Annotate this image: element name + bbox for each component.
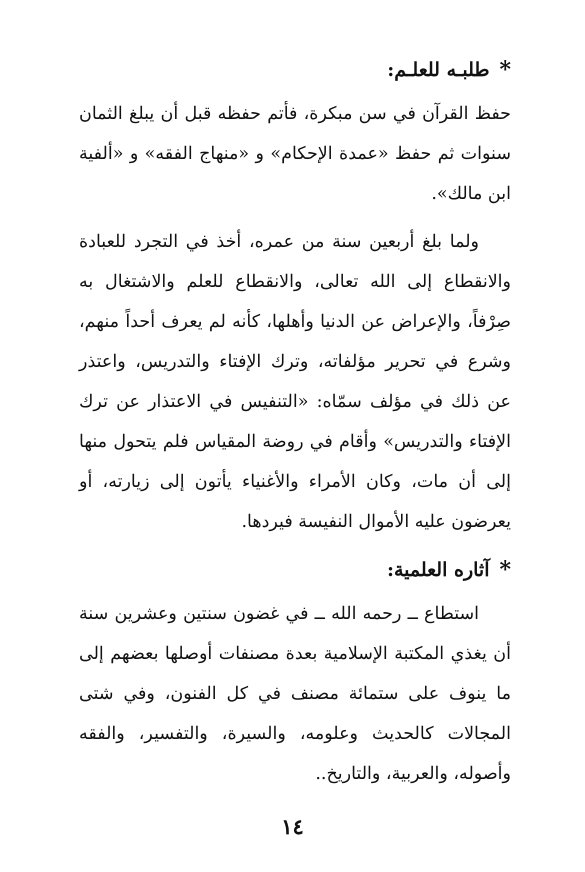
section-heading-works	[79, 550, 511, 590]
paragraph-works: استطاع ــ رحمه الله ــ في غضون سنتين وعشرين سنة أن يغذي المكتبة الإسلامية بعدة مصنفات أوصلها بعضهم إلى ما ينوف على ستمائة مصنف في كل الفنون، وفي شتى المجالات كالحديث وعلومه، والسيرة، والتفسير، والفقه وأصوله، والعربية، والتاريخ..	[79, 604, 511, 784]
page-content	[79, 50, 511, 794]
asterisk-bullet-icon: *	[499, 57, 511, 83]
paragraph-devotion: ولما بلغ أربعين سنة من عمره، أخذ في التجرد للعبادة والانقطاع إلى الله تعالى، والانقطاع للعلم والاشتغال به صِرْفاً، والإعراض عن الدنيا وأهلها، كأنه لم يعرف أحداً منهم، وشرع في تحرير مؤلفاته، وترك الإفتاء والتدريس، واعتذر عن ذلك في مؤلف سمّاه: «التنفيس في الاعتذار عن ترك الإفتاء والتدريس» وأقام في روضة المقياس فلم يتحول منها إلى أن مات، وكان الأمراء والأغنياء يأتون إلى زيارته، أو يعرضون عليه الأموال النفيسة فيردها.	[79, 232, 511, 532]
page-number: ١٤	[281, 814, 304, 839]
paragraph-memorization: حفظ القرآن في سن مبكرة، فأتم حفظه قبل أن يبلغ الثمان سنوات ثم حفظ «عمدة الإحكام» و «منهاج الفقه» و «ألفية ابن مالك».	[79, 104, 511, 204]
asterisk-bullet-icon: *	[499, 557, 511, 583]
section-heading-study	[79, 50, 511, 90]
section-heading-text: آثاره العلمية:	[386, 559, 490, 581]
section-heading-text: طلبـه للعلـم:	[387, 59, 490, 81]
